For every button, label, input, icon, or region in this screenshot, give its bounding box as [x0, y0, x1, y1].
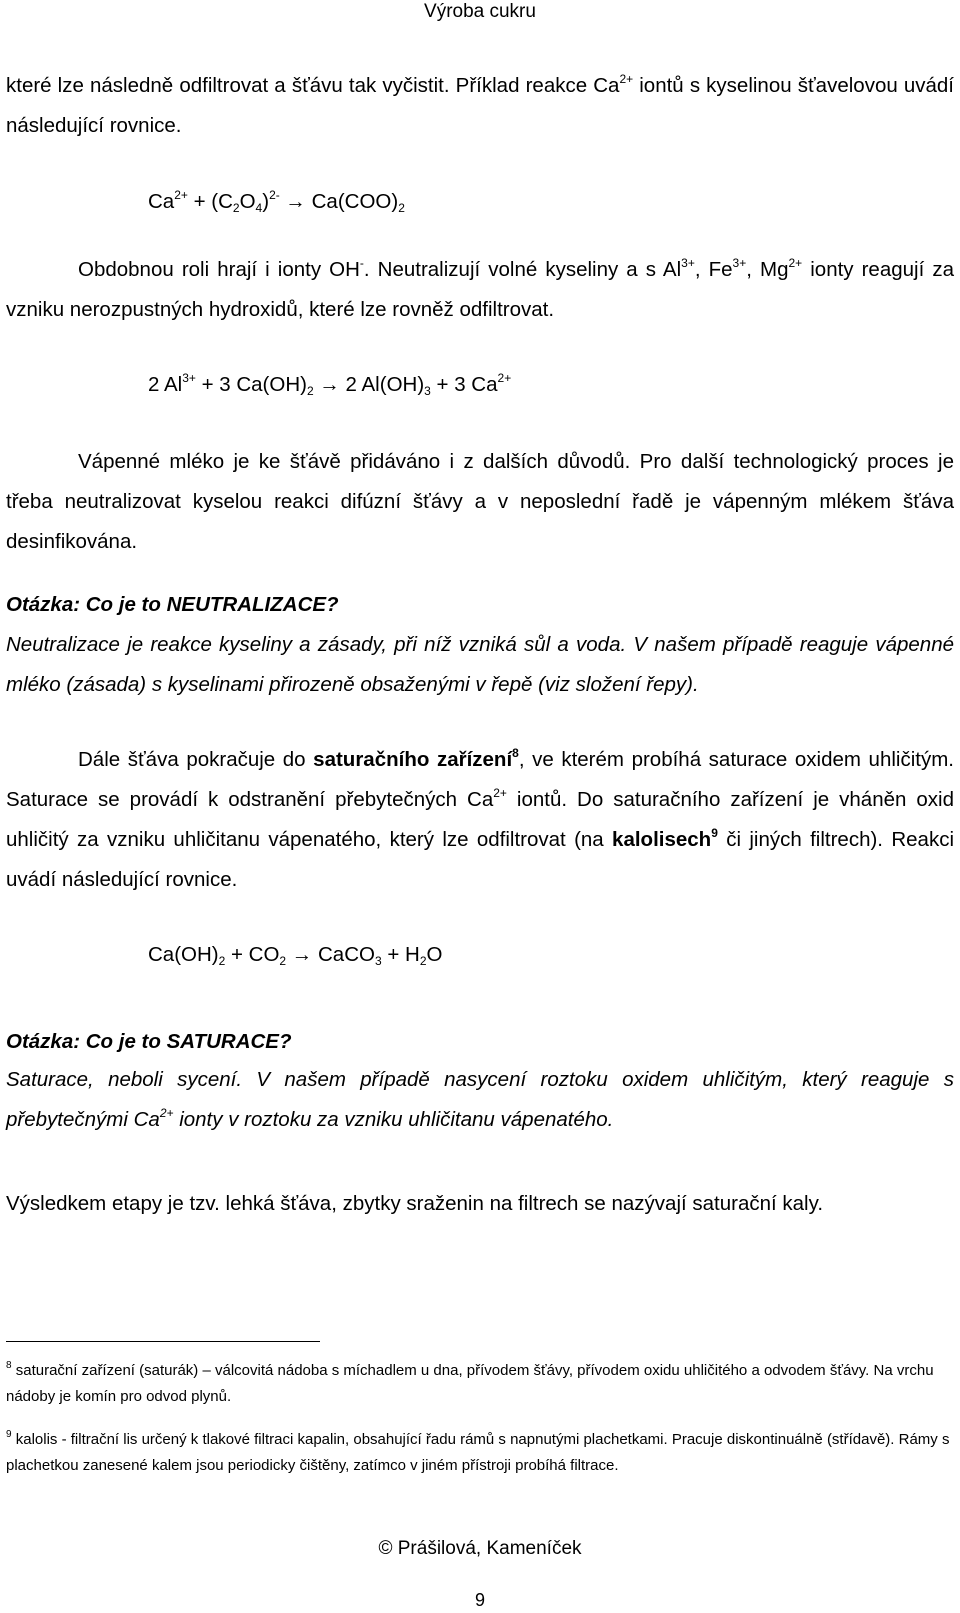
page-number: 9	[474, 1590, 485, 1610]
question-neutralization-title: Otázka: Co je to NEUTRALIZACE?	[6, 593, 339, 616]
paragraph-result: Výsledkem etapy je tzv. lehká šťáva, zbytky sraženin na filtrech se nazývají saturační kaly.	[6, 1192, 824, 1215]
paragraph-lime-milk: Vápenné mléko je ke šťávě přidáváno i z dalších důvodů. Pro další technologický proces je třeba neutralizovat kyselou reakci difúzní šťávy a v neposlední řadě je vápenným mlékem šťáva desinfikována.	[6, 450, 954, 553]
paragraph-hydroxide: Obdobnou roli hrají i ionty OH-. Neutralizují volné kyseliny a s $Al^{3+}$, $Fe^{3+}$, $Mg^{2+}$ ionty reagují za vzniku nerozpustných hydroxidů, které lze rovněž odfiltrovat.	[6, 256, 954, 321]
footnote-separator	[6, 1341, 320, 1342]
footer-copyright: © Prášilová, Kameníček	[378, 1538, 582, 1559]
equation-carbonation: $Ca(OH)_2 + CO_2$ → CaCO$_3$ + $H_2O$	[148, 943, 443, 968]
footnote-9: $^9$ kalolis - filtrační lis určený k tlakové filtraci kapalin, obsahující řadu rámů s napnutými plachetkami. Pracuje diskontinuálně (střídavě). Rámy s plachetkou zanesené kalem jsou periodicky čištěny, zatímco v jiném přístroji probíhá filtrace.	[6, 1429, 950, 1474]
equation-aluminium-hydroxide: 2 $Al^{3+} + 3$ $Ca(OH)_2 \to 2$ $Al(OH)_3 + 3$ $Ca^{2+}$	[148, 371, 512, 398]
question-neutralization-answer: Neutralizace je reakce kyseliny a zásady, při níž vzniká sůl a voda. V našem případě reaguje vápenné mléko (zásada) s kyselinami přirozeně obsaženými v řepě (viz složení řepy).	[6, 633, 954, 696]
question-saturation-answer: Saturace, neboli sycení. V našem případě nasycení roztoku oxidem uhličitým, který reaguje s přebytečnými $Ca^{2+}$ ionty v roztoku za vzniku uhličitanu vápenatého.	[6, 1068, 954, 1131]
paragraph-saturation: Dále šťáva pokračuje do saturačního zařízení$^8$, ve kterém probíhá saturace oxidem uhličitým. Saturace se provádí k odstranění přebytečných $Ca^{2+}$ iontů. Do saturačního zařízení je vháněn oxid uhličitý za vzniku uhličitanu vápenatého, který lze odfiltrovat (na kalolisech$^9$ či jiných filtrech). Reakci uvádí následující rovnice.	[6, 746, 955, 891]
paragraph-oxalic: které lze následně odfiltrovat a šťávu tak vyčistit. Příklad reakce $Ca^{2+}$ iontů s kyselinou šťavelovou uvádí následující rovnice.	[6, 72, 955, 137]
equation-calcium-oxalate: $Ca^{2+} + (C_2O_4)^{2-} \to Ca(COO)_2$	[148, 188, 405, 215]
page-header: Výroba cukru	[424, 1, 536, 22]
footnote-8: $^8$ saturační zařízení (saturák) – válcovitá nádoba s míchadlem u dna, přívodem šťávy, přívodem oxidu uhličitého a odvodem šťávy. Na vrchu nádoby je komín pro odvod plynů.	[6, 1360, 934, 1405]
question-saturation-title: Otázka: Co je to SATURACE?	[6, 1030, 292, 1053]
